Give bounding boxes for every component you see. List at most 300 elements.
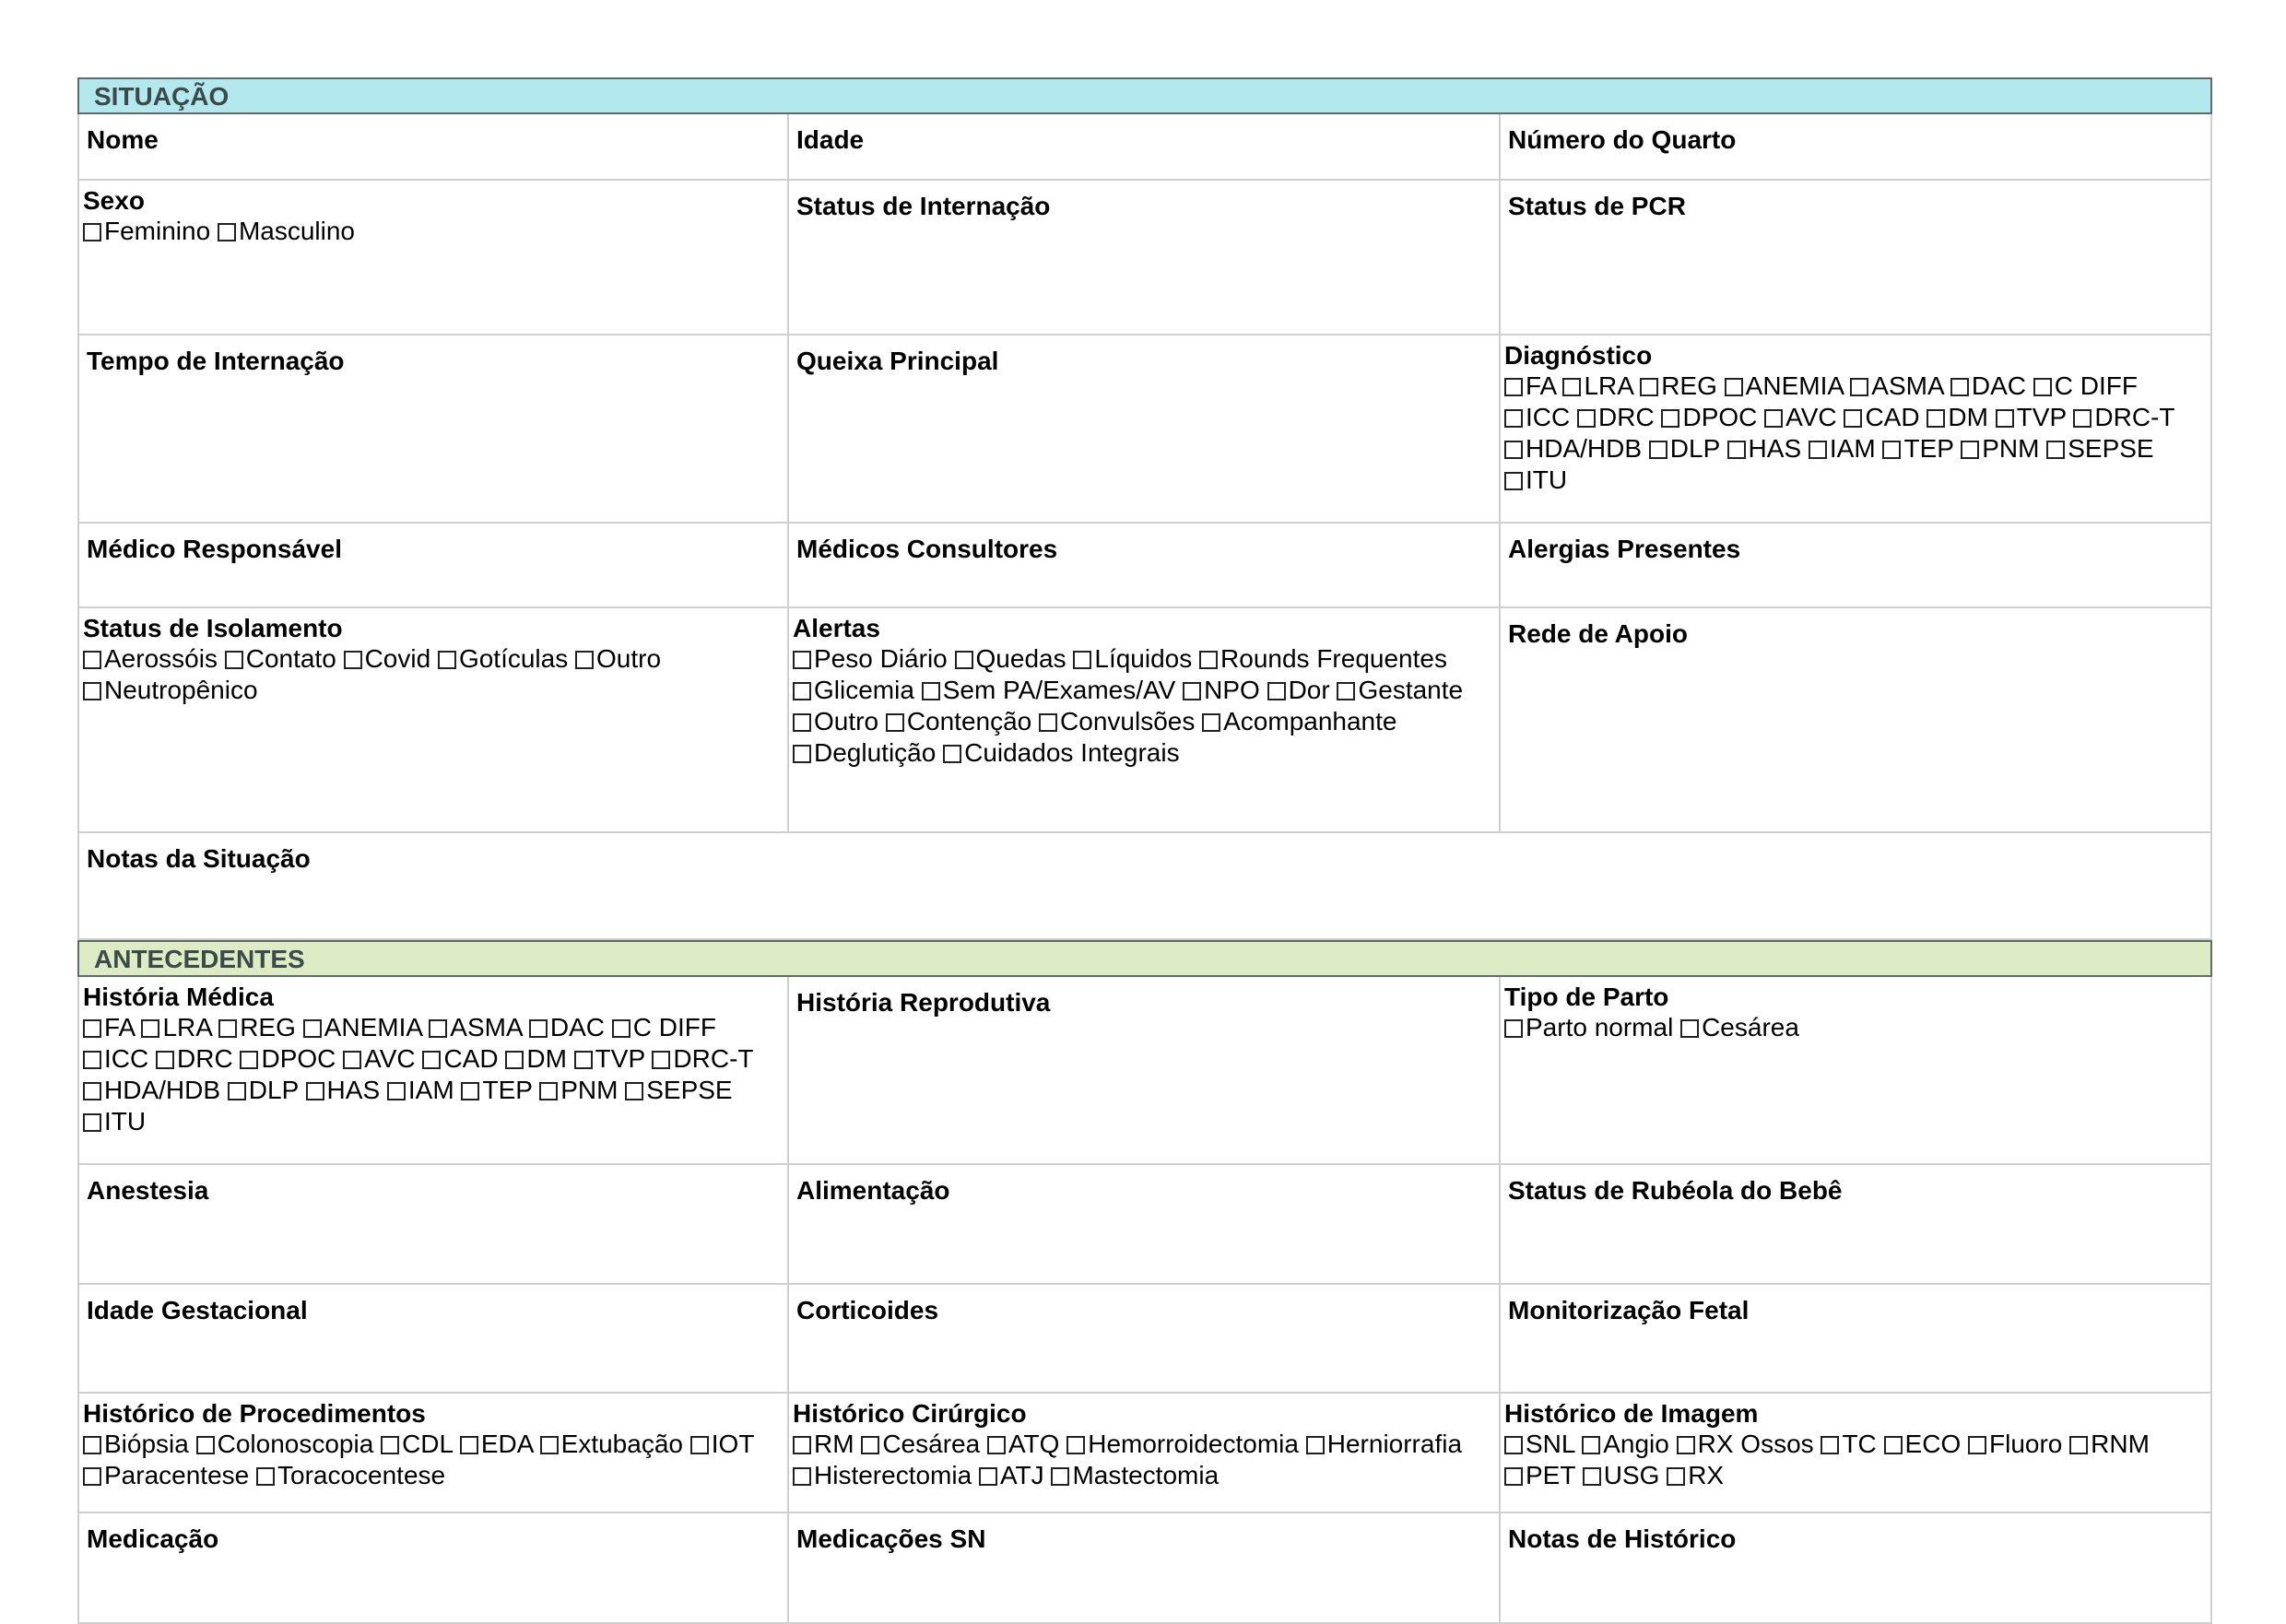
checkbox-label: EDA <box>480 1430 533 1458</box>
checkbox-option[interactable] <box>83 1044 148 1073</box>
checkbox-label: DRC-T <box>2094 403 2174 431</box>
checkbox-icon[interactable] <box>2033 378 2052 396</box>
checkbox-group <box>83 1429 782 1491</box>
checkbox-label: ITU <box>104 1107 147 1136</box>
checkbox-icon[interactable] <box>196 1436 215 1454</box>
checkbox-label: ICC <box>1526 403 1571 431</box>
field-idade[interactable] <box>789 114 1501 181</box>
field-label: Tipo de Parto <box>1504 983 1669 1011</box>
checkbox-label: TC <box>1842 1430 1877 1458</box>
checkbox-option[interactable] <box>1661 403 1757 431</box>
checkbox-icon[interactable] <box>1844 409 1862 428</box>
checkbox-option[interactable] <box>2069 1430 2150 1458</box>
checkbox-option[interactable] <box>505 1044 567 1073</box>
checkbox-label: Toracocentese <box>277 1461 446 1489</box>
checkbox-group <box>1504 371 2205 496</box>
checkbox-option[interactable] <box>303 1013 422 1041</box>
checkbox-icon[interactable] <box>83 223 101 241</box>
field-notas-da-situacao[interactable] <box>77 833 2212 940</box>
checkbox-option[interactable] <box>1727 434 1802 463</box>
checkbox-icon[interactable] <box>461 1082 479 1100</box>
checkbox-label: Histerectomia <box>814 1461 972 1489</box>
checkbox-option[interactable] <box>2073 403 2174 431</box>
checkbox-option[interactable] <box>196 1430 374 1458</box>
field-rede-de-apoio[interactable] <box>1501 608 2212 833</box>
checkbox-option[interactable] <box>540 1430 683 1458</box>
checkbox-option[interactable] <box>793 1461 972 1489</box>
field-label: Status de Internação <box>796 192 1051 220</box>
field-status-de-internacao[interactable] <box>789 181 1501 335</box>
checkbox-option[interactable] <box>1504 371 1556 400</box>
checkbox-icon[interactable] <box>1821 1436 1839 1454</box>
checkbox-label: CDL <box>402 1430 454 1458</box>
checkbox-icon[interactable] <box>1504 1467 1523 1486</box>
checkbox-option[interactable] <box>141 1013 211 1041</box>
field-medicacoes-sn[interactable] <box>789 1513 1501 1624</box>
checkbox-icon[interactable] <box>1562 378 1581 396</box>
checkbox-option[interactable] <box>979 1461 1044 1489</box>
checkbox-icon[interactable] <box>1649 441 1667 459</box>
checkbox-option[interactable] <box>1066 1430 1299 1458</box>
checkbox-icon[interactable] <box>2069 1436 2088 1454</box>
checkbox-option[interactable] <box>1850 371 1943 400</box>
field-monitorizacao-fetal[interactable] <box>1501 1285 2212 1394</box>
checkbox-icon[interactable] <box>460 1436 478 1454</box>
field-anestesia[interactable] <box>77 1165 789 1285</box>
checkbox-icon[interactable] <box>2073 409 2092 428</box>
checkbox-label: FA <box>104 1013 135 1041</box>
checkbox-group <box>83 1012 782 1137</box>
field-historico-cirurgico[interactable] <box>789 1394 1501 1513</box>
checkbox-option[interactable] <box>1562 371 1632 400</box>
checkbox-option[interactable] <box>690 1430 754 1458</box>
field-historia-medica[interactable] <box>77 977 789 1165</box>
checkbox-icon[interactable] <box>1202 713 1220 732</box>
checkbox-option[interactable] <box>793 738 936 767</box>
field-alertas[interactable] <box>789 608 1501 833</box>
checkbox-icon[interactable] <box>1884 1436 1903 1454</box>
checkbox-icon[interactable] <box>218 1019 237 1038</box>
field-label: Corticoides <box>796 1296 939 1324</box>
checkbox-label: Glicemia <box>814 676 914 704</box>
checkbox-label: Hemorroidectomia <box>1088 1430 1299 1458</box>
checkbox-label: LRA <box>162 1013 212 1041</box>
checkbox-icon[interactable] <box>793 682 811 700</box>
checkbox-label: Covid <box>364 644 431 673</box>
section-grid-antecedentes <box>77 977 2212 1624</box>
checkbox-option[interactable] <box>1950 371 2026 400</box>
checkbox-label: CAD <box>443 1044 499 1073</box>
checkbox-icon[interactable] <box>922 682 940 700</box>
checkbox-icon[interactable] <box>574 1051 593 1069</box>
field-nome[interactable] <box>77 114 789 181</box>
field-medicos-consultores[interactable] <box>789 524 1501 608</box>
checkbox-icon[interactable] <box>539 1082 558 1100</box>
checkbox-icon[interactable] <box>1996 409 2014 428</box>
section-header-situacao: SITUAÇÃO <box>77 77 2212 114</box>
checkbox-icon[interactable] <box>422 1051 441 1069</box>
checkbox-option[interactable] <box>1577 403 1655 431</box>
checkbox-option[interactable] <box>460 1430 533 1458</box>
field-diagnostico[interactable] <box>1501 335 2212 524</box>
field-label: Médico Responsável <box>87 535 342 563</box>
checkbox-group <box>1504 1012 2205 1043</box>
checkbox-label: ASMA <box>450 1013 523 1041</box>
checkbox-option[interactable] <box>1667 1461 1724 1489</box>
checkbox-icon[interactable] <box>979 1467 997 1486</box>
checkbox-icon[interactable] <box>1950 378 1969 396</box>
checkbox-option[interactable] <box>987 1430 1059 1458</box>
checkbox-option[interactable] <box>218 1013 296 1041</box>
field-medicacao[interactable] <box>77 1513 789 1624</box>
checkbox-icon[interactable] <box>1267 682 1286 700</box>
checkbox-icon[interactable] <box>381 1436 399 1454</box>
checkbox-label: C DIFF <box>2054 371 2138 400</box>
checkbox-icon[interactable] <box>83 1467 101 1486</box>
checkbox-option[interactable] <box>1583 1461 1660 1489</box>
checkbox-icon[interactable] <box>1882 441 1901 459</box>
checkbox-option[interactable] <box>955 644 1066 673</box>
checkbox-option[interactable] <box>1844 403 1919 431</box>
checkbox-label: Aerossóis <box>104 644 218 673</box>
checkbox-option[interactable] <box>83 644 218 673</box>
checkbox-label: IAM <box>407 1076 454 1104</box>
checkbox-option[interactable] <box>1677 1430 1814 1458</box>
checkbox-label: DLP <box>248 1076 299 1104</box>
checkbox-icon[interactable] <box>1039 713 1057 732</box>
checkbox-icon[interactable] <box>575 651 594 669</box>
checkbox-icon[interactable] <box>1725 378 1743 396</box>
checkbox-option[interactable] <box>1183 676 1260 704</box>
checkbox-option[interactable] <box>1504 1430 1574 1458</box>
checkbox-option[interactable] <box>1582 1430 1669 1458</box>
checkbox-icon[interactable] <box>861 1436 879 1454</box>
checkbox-label: ANEMIA <box>324 1013 422 1041</box>
checkbox-option[interactable] <box>83 1461 249 1489</box>
field-medico-responsavel[interactable] <box>77 524 789 608</box>
checkbox-icon[interactable] <box>1504 1436 1523 1454</box>
checkbox-icon[interactable] <box>225 651 243 669</box>
checkbox-label: Acompanhante <box>1223 707 1397 736</box>
checkbox-option[interactable] <box>83 1107 146 1136</box>
field-idade-gestacional[interactable] <box>77 1285 789 1394</box>
checkbox-option[interactable] <box>2046 434 2153 463</box>
checkbox-option[interactable] <box>381 1430 453 1458</box>
checkbox-icon[interactable] <box>83 1051 101 1069</box>
checkbox-icon[interactable] <box>1927 409 1945 428</box>
checkbox-label: Convulsões <box>1060 707 1196 736</box>
checkbox-option[interactable] <box>652 1044 753 1073</box>
checkbox-icon[interactable] <box>83 682 101 700</box>
checkbox-option[interactable] <box>1199 644 1447 673</box>
checkbox-icon[interactable] <box>793 713 811 732</box>
checkbox-icon[interactable] <box>1066 1436 1085 1454</box>
checkbox-option[interactable] <box>1680 1013 1799 1041</box>
checkbox-label: ANEMIA <box>1745 371 1844 400</box>
field-label: Monitorização Fetal <box>1508 1296 1750 1324</box>
checkbox-option[interactable] <box>461 1076 532 1104</box>
checkbox-option[interactable] <box>1884 1430 1962 1458</box>
checkbox-icon[interactable] <box>218 223 236 241</box>
checkbox-option[interactable] <box>861 1430 980 1458</box>
checkbox-icon[interactable] <box>256 1467 275 1486</box>
checkbox-icon[interactable] <box>1504 378 1523 396</box>
checkbox-label: Parto normal <box>1526 1013 1674 1041</box>
checkbox-label: DPOC <box>261 1044 336 1073</box>
checkbox-option[interactable] <box>429 1013 522 1041</box>
checkbox-option[interactable] <box>574 1044 645 1073</box>
checkbox-icon[interactable] <box>505 1051 524 1069</box>
checkbox-icon[interactable] <box>1504 472 1523 490</box>
checkbox-label: IOT <box>711 1430 754 1458</box>
field-label: Status de PCR <box>1508 192 1686 220</box>
field-label: Anestesia <box>87 1176 209 1205</box>
field-historico-de-imagem[interactable] <box>1501 1394 2212 1513</box>
checkbox-icon[interactable] <box>343 1051 361 1069</box>
field-label: Nome <box>87 125 159 154</box>
checkbox-icon[interactable] <box>429 1019 447 1038</box>
checkbox-icon[interactable] <box>529 1019 548 1038</box>
checkbox-icon[interactable] <box>1583 1467 1601 1486</box>
checkbox-icon[interactable] <box>1183 682 1201 700</box>
field-alergias-presentes[interactable] <box>1501 524 2212 608</box>
checkbox-option[interactable] <box>1039 707 1195 736</box>
checkbox-option[interactable] <box>218 217 355 245</box>
checkbox-icon[interactable] <box>793 1467 811 1486</box>
checkbox-icon[interactable] <box>1337 682 1355 700</box>
checkbox-label: NPO <box>1204 676 1260 704</box>
checkbox-label: RNM <box>2091 1430 2150 1458</box>
checkbox-icon[interactable] <box>1582 1436 1600 1454</box>
checkbox-icon[interactable] <box>793 1436 811 1454</box>
checkbox-label: C DIFF <box>632 1013 716 1041</box>
field-sexo[interactable] <box>77 181 789 335</box>
checkbox-icon[interactable] <box>1577 409 1596 428</box>
checkbox-option[interactable] <box>83 1076 220 1104</box>
checkbox-option[interactable] <box>1504 1013 1673 1041</box>
field-label: Alimentação <box>796 1176 950 1205</box>
checkbox-option[interactable] <box>625 1076 732 1104</box>
field-label: Sexo <box>83 186 145 215</box>
checkbox-icon[interactable] <box>625 1082 643 1100</box>
checkbox-icon[interactable] <box>1640 378 1658 396</box>
checkbox-icon[interactable] <box>690 1436 709 1454</box>
checkbox-option[interactable] <box>1073 644 1192 673</box>
checkbox-option[interactable] <box>1640 371 1717 400</box>
field-queixa-principal[interactable] <box>789 335 1501 524</box>
checkbox-label: Peso Diário <box>814 644 948 673</box>
checkbox-option[interactable] <box>1968 1430 2062 1458</box>
checkbox-icon[interactable] <box>1677 1436 1695 1454</box>
checkbox-option[interactable] <box>793 707 878 736</box>
checkbox-label: RX <box>1688 1461 1725 1489</box>
checkbox-option[interactable] <box>83 1430 189 1458</box>
checkbox-option[interactable] <box>886 707 1031 736</box>
checkbox-label: LRA <box>1584 371 1633 400</box>
checkbox-icon[interactable] <box>438 651 456 669</box>
checkbox-option[interactable] <box>943 738 1179 767</box>
checkbox-option[interactable] <box>1504 434 1642 463</box>
checkbox-option[interactable] <box>156 1044 233 1073</box>
checkbox-label: ASMA <box>1871 371 1944 400</box>
checkbox-icon[interactable] <box>1667 1467 1685 1486</box>
checkbox-icon[interactable] <box>1764 409 1783 428</box>
checkbox-option[interactable] <box>1504 1461 1575 1489</box>
checkbox-option[interactable] <box>1051 1461 1219 1489</box>
checkbox-icon[interactable] <box>987 1436 1006 1454</box>
checkbox-option[interactable] <box>1504 403 1570 431</box>
checkbox-label: HAS <box>1748 434 1802 463</box>
checkbox-icon[interactable] <box>793 651 811 669</box>
checkbox-option[interactable] <box>438 644 568 673</box>
checkbox-label: Gotículas <box>458 644 569 673</box>
field-label: Alertas <box>793 614 880 642</box>
field-notas-de-historico[interactable] <box>1501 1513 2212 1624</box>
checkbox-icon[interactable] <box>943 745 961 763</box>
checkbox-label: SNL <box>1526 1430 1575 1458</box>
checkbox-option[interactable] <box>1961 434 2039 463</box>
checkbox-icon[interactable] <box>955 651 973 669</box>
field-historia-reprodutiva[interactable] <box>789 977 1501 1165</box>
checkbox-label: Cuidados Integrais <box>964 738 1180 767</box>
checkbox-icon[interactable] <box>303 1019 322 1038</box>
checkbox-option[interactable] <box>256 1461 445 1489</box>
field-numero-do-quarto[interactable] <box>1501 114 2212 181</box>
checkbox-option[interactable] <box>1267 676 1330 704</box>
checkbox-icon[interactable] <box>1727 441 1746 459</box>
checkbox-label: Neutropênico <box>104 676 258 704</box>
checkbox-icon[interactable] <box>83 1082 101 1100</box>
checkbox-option[interactable] <box>1764 403 1837 431</box>
checkbox-icon[interactable] <box>652 1051 670 1069</box>
checkbox-icon[interactable] <box>141 1019 159 1038</box>
checkbox-icon[interactable] <box>1661 409 1679 428</box>
checkbox-label: DRC <box>177 1044 233 1073</box>
checkbox-icon[interactable] <box>387 1082 406 1100</box>
checkbox-option[interactable] <box>1649 434 1720 463</box>
checkbox-icon[interactable] <box>240 1051 258 1069</box>
checkbox-label: HAS <box>326 1076 381 1104</box>
checkbox-option[interactable] <box>1306 1430 1462 1458</box>
checkbox-icon[interactable] <box>2046 441 2065 459</box>
checkbox-option[interactable] <box>83 1013 135 1041</box>
checkbox-option[interactable] <box>2033 371 2138 400</box>
checkbox-option[interactable] <box>343 1044 416 1073</box>
checkbox-label: ATJ <box>999 1461 1044 1489</box>
checkbox-icon[interactable] <box>1199 651 1218 669</box>
checkbox-label: REG <box>1661 371 1717 400</box>
checkbox-label: TVP <box>2016 403 2067 431</box>
field-alimentacao[interactable] <box>789 1165 1501 1285</box>
checkbox-option[interactable] <box>422 1044 498 1073</box>
field-status-de-isolamento[interactable] <box>77 608 789 833</box>
checkbox-icon[interactable] <box>83 1113 101 1132</box>
checkbox-group <box>83 216 782 247</box>
checkbox-option[interactable] <box>612 1013 716 1041</box>
checkbox-icon[interactable] <box>1504 1019 1523 1038</box>
checkbox-option[interactable] <box>83 676 258 704</box>
field-tipo-de-parto[interactable] <box>1501 977 2212 1165</box>
checkbox-option[interactable] <box>793 644 948 673</box>
checkbox-icon[interactable] <box>1680 1019 1699 1038</box>
checkbox-option[interactable] <box>922 676 1176 704</box>
checkbox-label: PNM <box>560 1076 619 1104</box>
checkbox-option[interactable] <box>225 644 336 673</box>
checkbox-icon[interactable] <box>793 745 811 763</box>
checkbox-label: ECO <box>1904 1430 1962 1458</box>
checkbox-label: TEP <box>482 1076 533 1104</box>
checkbox-option[interactable] <box>1504 465 1567 494</box>
field-status-de-rubeola-do-bebe[interactable] <box>1501 1165 2212 1285</box>
checkbox-option[interactable] <box>83 217 210 245</box>
checkbox-option[interactable] <box>228 1076 299 1104</box>
checkbox-label: AVC <box>364 1044 416 1073</box>
checkbox-option[interactable] <box>793 676 914 704</box>
field-label: Histórico de Imagem <box>1504 1399 1759 1428</box>
checkbox-option[interactable] <box>306 1076 381 1104</box>
checkbox-option[interactable] <box>240 1044 336 1073</box>
checkbox-icon[interactable] <box>1850 378 1868 396</box>
checkbox-icon[interactable] <box>886 713 904 732</box>
checkbox-icon[interactable] <box>1809 441 1827 459</box>
field-corticoides[interactable] <box>789 1285 1501 1394</box>
checkbox-icon[interactable] <box>156 1051 174 1069</box>
checkbox-label: Deglutição <box>814 738 937 767</box>
checkbox-icon[interactable] <box>1306 1436 1325 1454</box>
checkbox-option[interactable] <box>1809 434 1876 463</box>
checkbox-option[interactable] <box>575 644 661 673</box>
checkbox-option[interactable] <box>1927 403 1988 431</box>
checkbox-option[interactable] <box>1337 676 1463 704</box>
checkbox-icon[interactable] <box>83 651 101 669</box>
checkbox-icon[interactable] <box>612 1019 630 1038</box>
checkbox-icon[interactable] <box>1504 409 1523 428</box>
checkbox-group <box>793 643 1493 769</box>
checkbox-label: IAM <box>1829 434 1876 463</box>
checkbox-option[interactable] <box>539 1076 618 1104</box>
checkbox-option[interactable] <box>1821 1430 1876 1458</box>
checkbox-icon[interactable] <box>1073 651 1091 669</box>
checkbox-label: Outro <box>596 644 662 673</box>
checkbox-option[interactable] <box>387 1076 454 1104</box>
checkbox-option[interactable] <box>529 1013 605 1041</box>
checkbox-option[interactable] <box>1202 707 1396 736</box>
field-tempo-de-internacao[interactable] <box>77 335 789 524</box>
checkbox-option[interactable] <box>1725 371 1844 400</box>
checkbox-icon[interactable] <box>83 1019 101 1038</box>
checkbox-icon[interactable] <box>306 1082 324 1100</box>
checkbox-option[interactable] <box>1996 403 2067 431</box>
checkbox-icon[interactable] <box>1504 441 1523 459</box>
checkbox-icon[interactable] <box>1961 441 1979 459</box>
checkbox-icon[interactable] <box>228 1082 246 1100</box>
checkbox-option[interactable] <box>793 1430 854 1458</box>
checkbox-icon[interactable] <box>1051 1467 1069 1486</box>
checkbox-label: Paracentese <box>104 1461 250 1489</box>
field-historico-de-procedimentos[interactable] <box>77 1394 789 1513</box>
checkbox-icon[interactable] <box>540 1436 559 1454</box>
field-status-de-pcr[interactable] <box>1501 181 2212 335</box>
field-label: Notas da Situação <box>87 844 311 873</box>
field-label: Alergias Presentes <box>1508 535 1741 563</box>
checkbox-icon[interactable] <box>83 1436 101 1454</box>
field-label: Médicos Consultores <box>796 535 1058 563</box>
checkbox-label: Cesárea <box>882 1430 981 1458</box>
checkbox-icon[interactable] <box>1968 1436 1986 1454</box>
checkbox-icon[interactable] <box>344 651 362 669</box>
checkbox-option[interactable] <box>1882 434 1953 463</box>
checkbox-option[interactable] <box>344 644 431 673</box>
